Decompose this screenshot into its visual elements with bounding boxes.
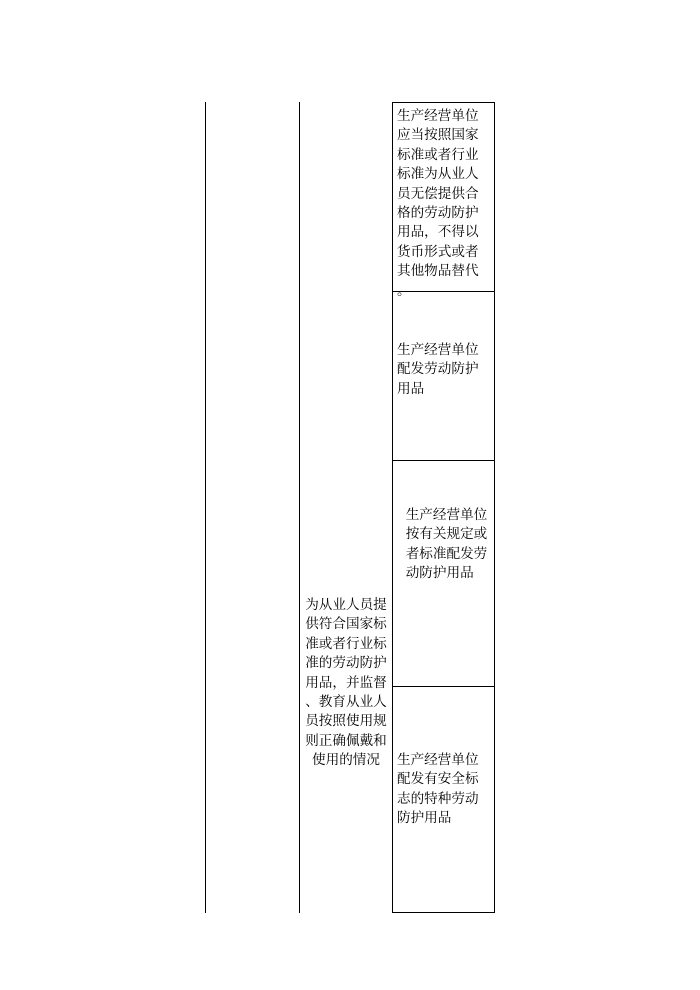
criteria-cell-3 (392, 460, 495, 687)
criteria-text: 生产经营单位 按有关规定或 者标准配发劳 动防护用品 (405, 506, 488, 581)
table-border-left (205, 102, 206, 913)
criteria-text: 生产经营单位 配发有安全标 志的特种劳动 防护用品 (397, 751, 479, 826)
table-column-divider (299, 102, 300, 913)
criteria-cell-1 (392, 102, 495, 299)
criteria-cell-2 (392, 291, 495, 461)
criteria-text: 生产经营单位 应当按照国家 标准或者行业 标准为从业人 员无偿提供合 格的劳动防护 用品，不得以 货币形式或者 其他物品替代 。 (397, 108, 479, 299)
criteria-cell-4 (392, 686, 495, 913)
criteria-text: 生产经营单位 配发劳动防护 用品 (397, 341, 479, 397)
inspection-item-text: 为从业人员提 供符合国家标 准或者行业标 准的劳动防护 用品，并监督 、教育从业人 员按照使用规 则正确佩戴和 使用的情况 (305, 597, 387, 769)
